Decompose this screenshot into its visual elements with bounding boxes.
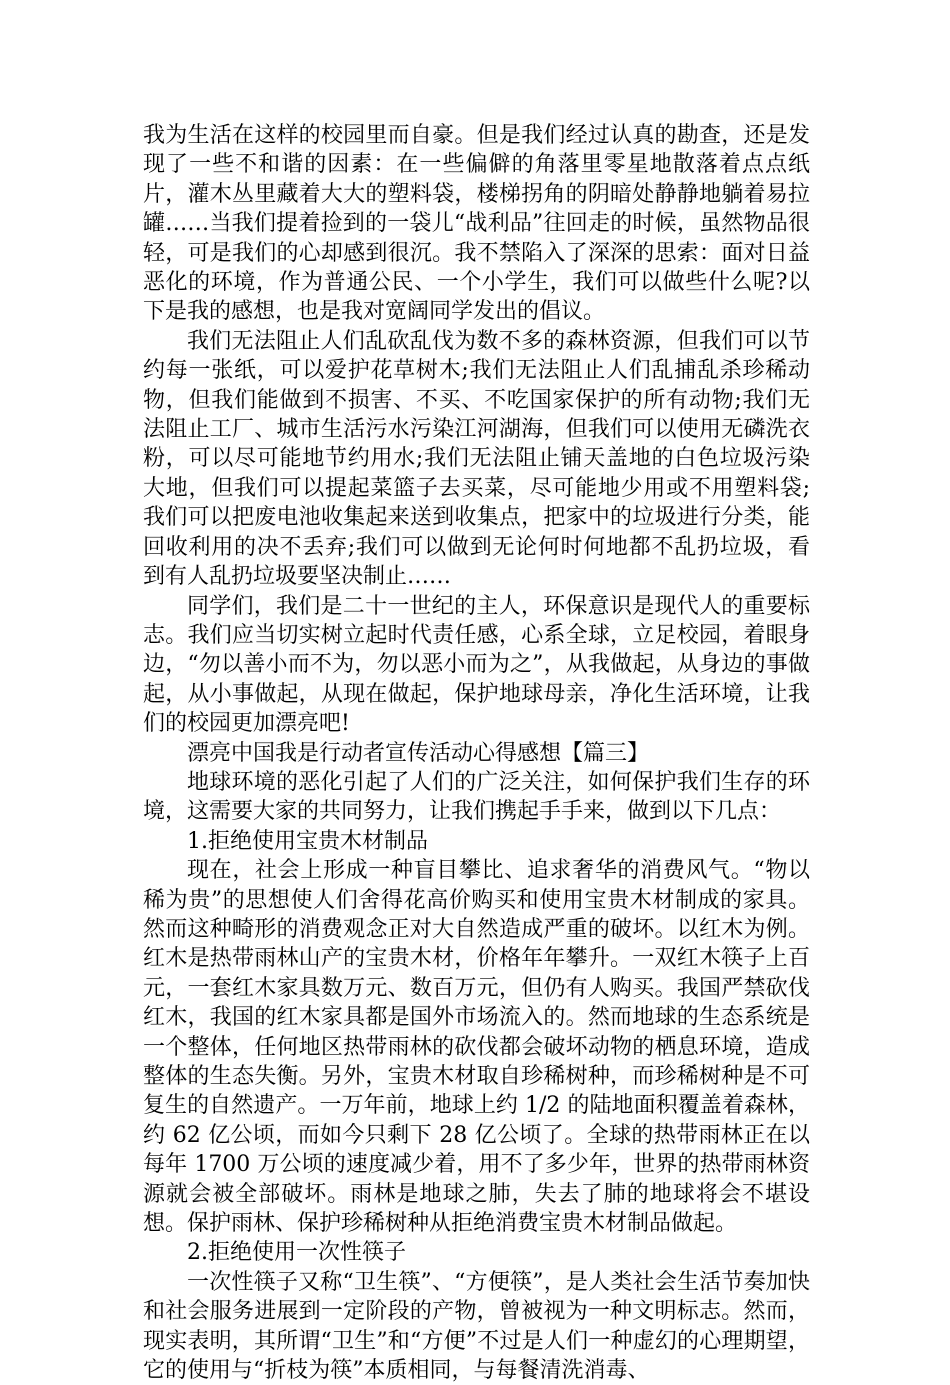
subsection-heading: 2.拒绝使用一次性筷子 xyxy=(187,1240,406,1266)
section-heading: 漂亮中国我是行动者宣传活动心得感想【篇三】 xyxy=(187,740,650,766)
document-body xyxy=(143,121,810,1385)
paragraph: 一次性筷子又称“卫生筷”、“方便筷”，是人类社会生活节奏加快和社会服务进展到一定阶段的产物，曾被视为一种文明标志。然而，现实表明，其所谓“卫生”和“方便”不过是人们一种虚幻的心理期望，它的使用与“折枝为筷”本质相同，与每餐清洗消毒、 xyxy=(143,1269,810,1384)
subsection-heading: 1.拒绝使用宝贵木材制品 xyxy=(187,828,428,854)
paragraph: 我们无法阻止人们乱砍乱伐为数不多的森林资源，但我们可以节约每一张纸，可以爱护花草树木;我们无法阻止人们乱捕乱杀珍稀动物，但我们能做到不损害、不买、不吃国家保护的所有动物;我们无法阻止工厂、城市生活污水污染江河湖海，但我们可以使用无磷洗衣粉，可以尽可能地节约用水;我们无法阻止铺天盖地的白色垃圾污染大地，但我们可以提起菜篮子去买菜，尽可能地少用或不用塑料袋;我们可以把废电池收集起来送到收集点，把家中的垃圾进行分类，能回收利用的决不丢弃;我们可以做到无论何时何地都不乱扔垃圾，看到有人乱扔垃圾要坚决制止…… xyxy=(143,328,810,590)
paragraph: 地球环境的恶化引起了人们的广泛关注，如何保护我们生存的环境，这需要大家的共同努力，让我们携起手手来，做到以下几点： xyxy=(143,769,810,825)
paragraph: 我为生活在这样的校园里而自豪。但是我们经过认真的勘查，还是发现了一些不和谐的因素：在一些偏僻的角落里零星地散落着点点纸片，灌木丛里藏着大大的塑料袋，楼梯拐角的阴暗处静静地躺着易拉罐……当我们提着捡到的一袋儿“战利品”往回走的时候，虽然物品很轻，可是我们的心却感到很沉。我不禁陷入了深深的思索：面对日益恶化的环境，作为普通公民、一个小学生，我们可以做些什么呢?以下是我的感想，也是我对宽阔同学发出的倡议。 xyxy=(143,123,810,325)
paragraph: 现在，社会上形成一种盲目攀比、追求奢华的消费风气。“物以稀为贵”的思想使人们舍得花高价购买和使用宝贵木材制成的家具。然而这种畸形的消费观念正对大自然造成严重的破坏。以红木为例。红木是热带雨林山产的宝贵木材，价格年年攀升。一双红木筷子上百元，一套红木家具数万元、数百万元，但仍有人购买。我国严禁砍伐红木，我国的红木家具都是国外市场流入的。然而地球的生态系统是一个整体，任何地区热带雨林的砍伐都会破坏动物的栖息环境，造成整体的生态失衡。另外，宝贵木材取自珍稀树种，而珍稀树种是不可复生的自然遗产。一万年前，地球上约 1/2 的陆地面积覆盖着森林，约 62 亿公顷，而如今只剩下 28 亿公顷了。全球的热带雨林正在以每年 1700 万公顷的速度减少着，用不了多少年，世界的热带雨林资源就会被全部破坏。雨林是地球之肺，失去了肺的地球将会不堪设想。保护雨林、保护珍稀树种从拒绝消费宝贵木材制品做起。 xyxy=(143,858,810,1237)
paragraph: 同学们，我们是二十一世纪的主人，环保意识是现代人的重要标志。我们应当切实树立起时代责任感，心系全球，立足校园，着眼身边，“勿以善小而不为，勿以恶小而为之”，从我做起，从身边的事做起，从小事做起，从现在做起，保护地球母亲，净化生活环境，让我们的校园更加漂亮吧! xyxy=(143,593,810,737)
